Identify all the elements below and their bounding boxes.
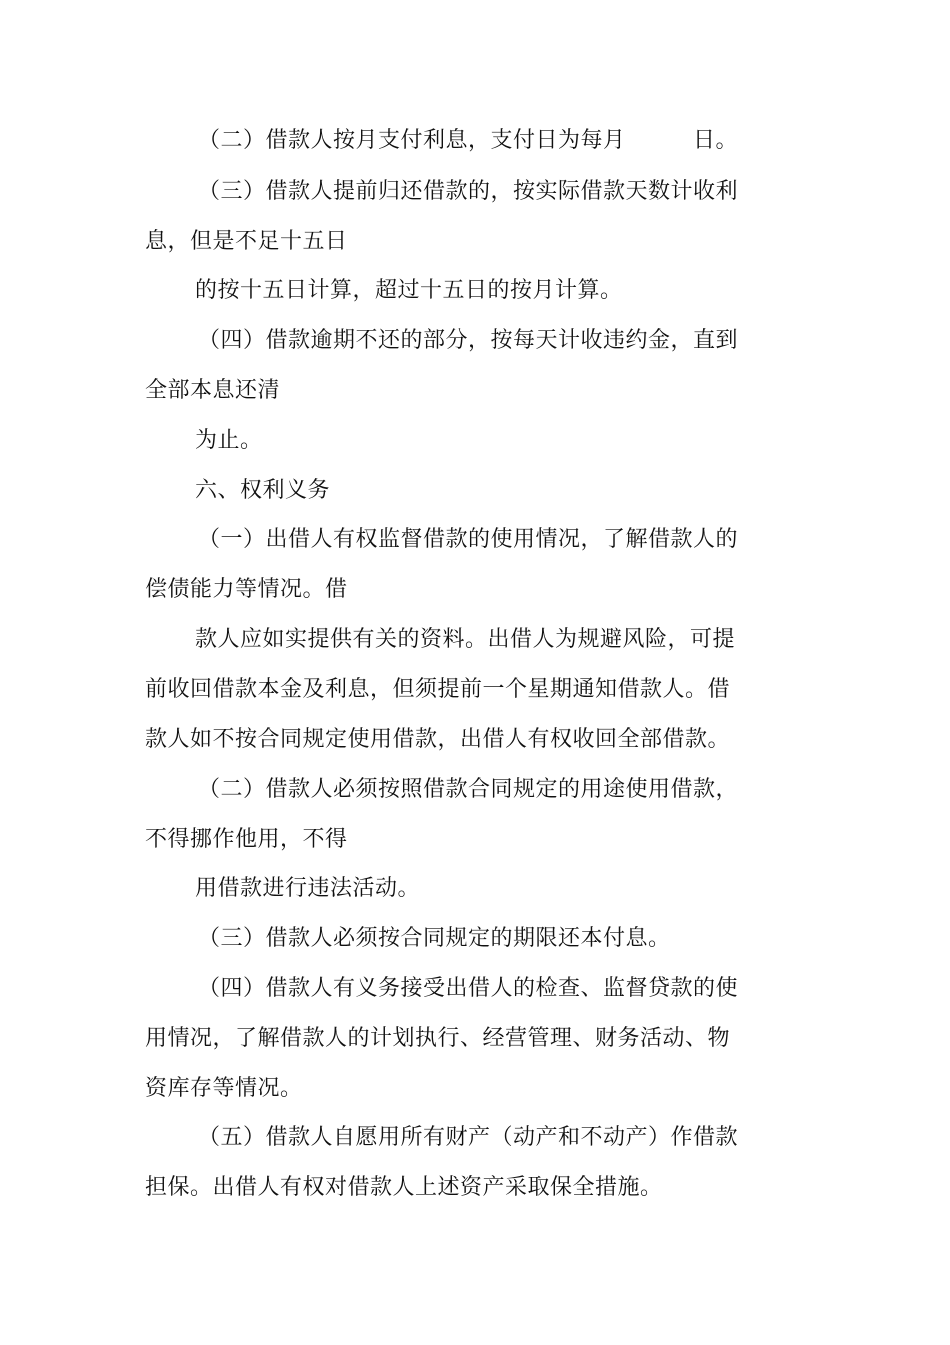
paragraph-line: 为止。 <box>195 428 263 453</box>
paragraph-line: 资库存等情况。 <box>145 1076 303 1101</box>
paragraph-line: 用情况，了解借款人的计划执行、经营管理、财务活动、物 <box>145 1026 731 1051</box>
paragraph-line: （三）借款人必须按合同规定的期限还本付息。 <box>198 926 671 951</box>
paragraph-line: （五）借款人自愿用所有财产（动产和不动产）作借款 <box>198 1125 739 1150</box>
paragraph-line: 偿债能力等情况。借 <box>145 577 348 602</box>
paragraph-line: 息，但是不足十五日 <box>145 229 348 254</box>
paragraph-line: 前收回借款本金及利息，但须提前一个星期通知借款人。借 <box>145 677 731 702</box>
paragraph-line: （二）借款人必须按照借款合同规定的用途使用借款， <box>198 777 739 802</box>
paragraph-line: 款人如不按合同规定使用借款，出借人有权收回全部借款。 <box>145 727 731 752</box>
paragraph-line: 不得挪作他用，不得 <box>145 827 348 852</box>
paragraph-line: 的按十五日计算，超过十五日的按月计算。 <box>195 278 623 303</box>
paragraph-line: （四）借款人有义务接受出借人的检查、监督贷款的使 <box>198 976 739 1001</box>
section-heading: 六、权利义务 <box>195 478 331 503</box>
paragraph-line: （二）借款人按月支付利息，支付日为每月 日。 <box>198 128 739 153</box>
paragraph-line: 款人应如实提供有关的资料。出借人为规避风险，可提 <box>195 627 736 652</box>
paragraph-line: 用借款进行违法活动。 <box>195 876 421 901</box>
paragraph-line: （三）借款人提前归还借款的，按实际借款天数计收利 <box>198 179 739 204</box>
paragraph-line: （四）借款逾期不还的部分，按每天计收违约金，直到 <box>198 328 739 353</box>
paragraph-line: 全部本息还清 <box>145 378 281 403</box>
paragraph-line: （一）出借人有权监督借款的使用情况，了解借款人的 <box>198 527 739 552</box>
paragraph-line: 担保。出借人有权对借款人上述资产采取保全措施。 <box>145 1175 663 1200</box>
